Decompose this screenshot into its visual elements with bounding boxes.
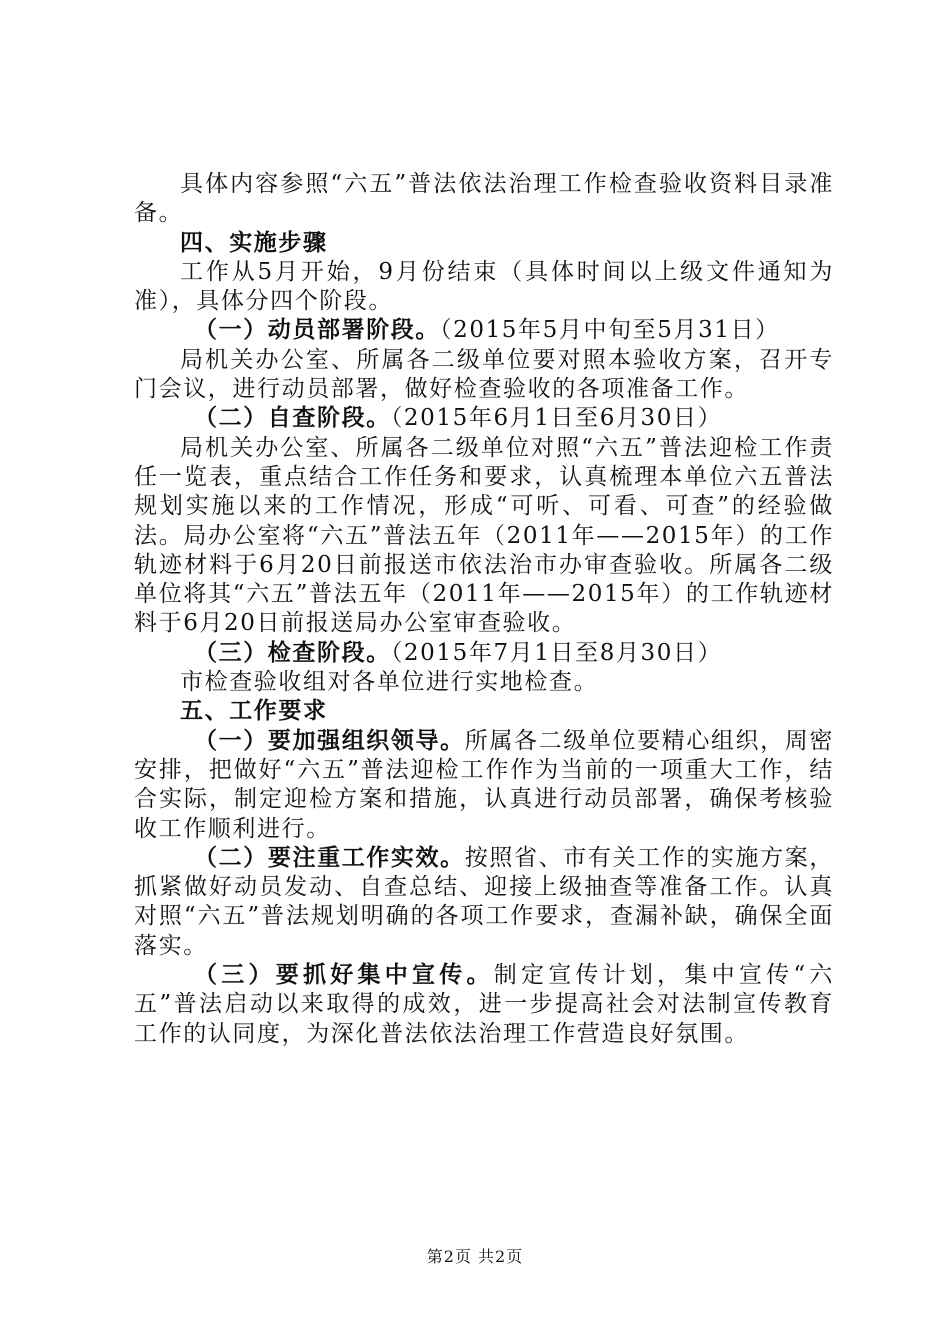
section-5-heading: 五、工作要求 <box>180 698 328 725</box>
stage-3-title: （三）检查阶段。 <box>194 639 391 666</box>
stage-3-body: 市检查验收组对各单位进行实地检查。 <box>180 669 599 696</box>
page-footer: 第2页 共2页 <box>426 1247 524 1266</box>
section-4-heading: 四、实施步骤 <box>180 229 328 256</box>
requirement-2-title: （二）要注重工作实效。 <box>194 844 465 871</box>
stage-2-date: （2015年6月1日至6月30日） <box>390 405 723 432</box>
requirement-1-body: 所属各二级单位要精心组织，周密安排，把做好“六五”普法迎检工作作为当前的一项重大工作，结合实际，制定迎检方案和措施，认真进行动员部署，确保考核验收工作顺利进行。 <box>134 727 834 842</box>
requirement-2 <box>134 844 834 961</box>
stage-1-date: （2015年5月中旬至5月31日） <box>440 317 780 344</box>
stage-1-body: 局机关办公室、所属各二级单位要对照本验收方案，召开专门会议，进行动员部署，做好检查验收的各项准备工作。 <box>134 346 834 403</box>
intro-paragraph: 具体内容参照“六五”普法依法治理工作检查验收资料目录准备。 <box>134 171 834 227</box>
requirement-2-body: 按照省、市有关工作的实施方案，抓紧做好动员发动、自查总结、迎接上级抽查等准备工作。认真对照“六五”普法规划明确的各项工作要求，查漏补缺，确保全面落实。 <box>134 844 834 959</box>
stage-2-title: （二）自查阶段。 <box>194 405 391 432</box>
stage-1-heading-line <box>134 316 834 345</box>
requirement-3 <box>134 961 834 1049</box>
stage-2-heading-line <box>134 404 834 433</box>
requirement-1 <box>134 727 834 844</box>
requirement-3-title: （三）要抓好集中宣传。 <box>194 962 494 989</box>
requirement-1-title: （一）要加强组织领导。 <box>194 727 465 754</box>
section-4-intro: 工作从5月开始，9月份结束（具体时间以上级文件通知为准），具体分四个阶段。 <box>134 258 834 315</box>
stage-2-body: 局机关办公室、所属各二级单位对照“六五”普法迎检工作责任一览表，重点结合工作任务和要求，认真梳理本单位六五普法规划实施以来的工作情况，形成“可听、可看、可查”的经验做法。局办公室将“六五”普法五年（2011年——2015年）的工作轨迹材料于6月20日前报送市依法治市办审查验收。所属各二级单位将其“六五”普法五年（2011年——2015年）的工作轨迹材料于6月20日前报送局办公室审查验收。 <box>134 434 834 637</box>
stage-1-title: （一）动员部署阶段。 <box>194 317 440 344</box>
stage-3-heading-line <box>134 639 834 668</box>
requirement-3-body: 制定宣传计划，集中宣传“六五”普法启动以来取得的成效，进一步提高社会对法制宣传教育工作的认同度，为深化普法依法治理工作营造良好氛围。 <box>134 962 834 1047</box>
stage-3-date: （2015年7月1日至8月30日） <box>390 639 723 666</box>
document-body <box>134 170 834 1049</box>
